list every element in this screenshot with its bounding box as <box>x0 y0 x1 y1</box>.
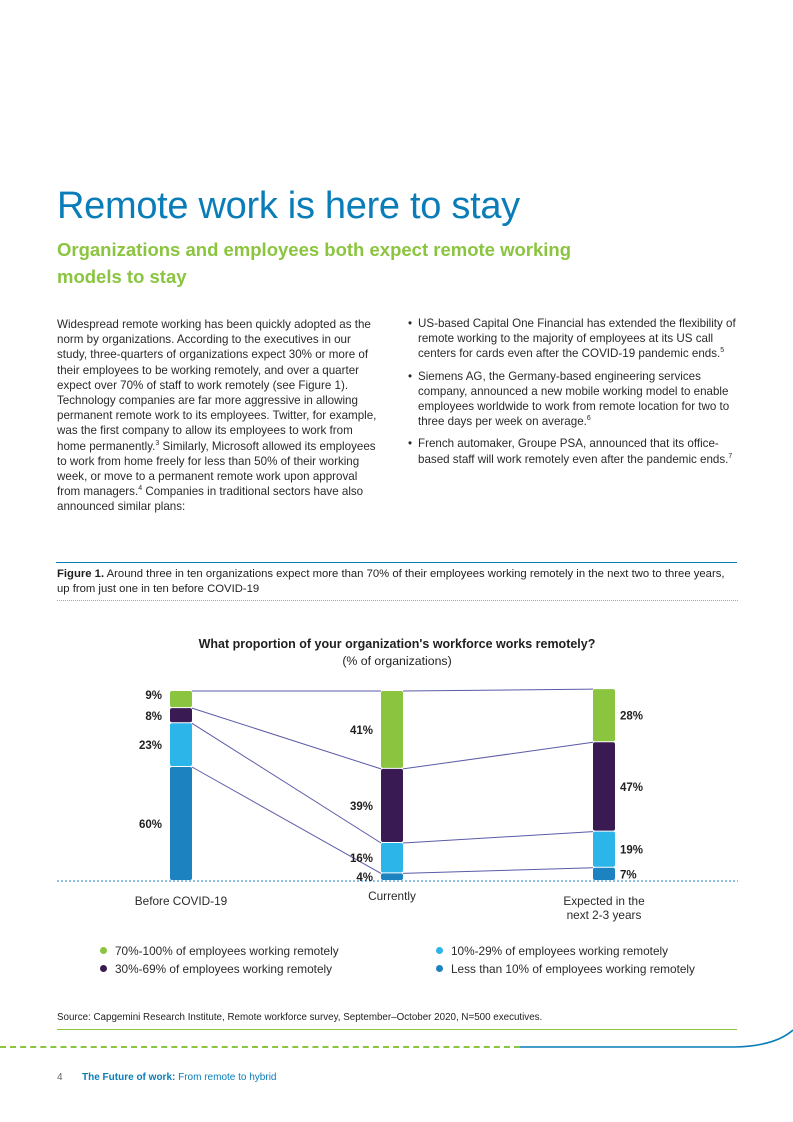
footer-title-rest: From remote to hybrid <box>175 1072 277 1083</box>
chart-title: What proportion of your organization's workforce works remotely? <box>198 637 596 651</box>
bar-segment-currently <box>381 843 403 872</box>
page-number: 4 <box>57 1072 63 1083</box>
figure-dotted-rule <box>57 600 738 601</box>
value-label: 41% <box>349 724 373 737</box>
value-label: 60% <box>138 819 162 831</box>
bar-segment-before-covid-19 <box>170 691 192 707</box>
value-label: 9% <box>145 690 162 702</box>
bar-segment-expected-in-the-next-2-3-years <box>593 742 615 830</box>
bullet-capital-one <box>408 316 738 362</box>
legend-swatch <box>100 965 107 972</box>
footnote-ref-7: 7 <box>728 452 733 460</box>
legend-label: 10%-29% of employees working remotely <box>451 944 669 958</box>
value-label: 47% <box>620 781 644 794</box>
footer-title <box>82 1072 277 1083</box>
footer-curve <box>520 1020 793 1052</box>
bar-segment-expected-in-the-next-2-3-years <box>593 832 615 867</box>
figure-label: Figure 1. <box>57 568 105 580</box>
source-note: Source: Capgemini Research Institute, Remote workforce survey, September–October 2020, N=500 executives. <box>57 1012 543 1023</box>
bar-segment-expected-in-the-next-2-3-years <box>593 689 615 741</box>
legend-item-30-69 <box>100 962 332 976</box>
bar-segment-currently <box>381 691 403 768</box>
category-label: Currently <box>368 889 416 903</box>
intro-paragraph <box>57 317 379 515</box>
footer-dashed-rule <box>0 1046 520 1048</box>
value-label: 19% <box>620 844 644 857</box>
legend-label: 70%-100% of employees working remotely <box>115 944 339 958</box>
bar-segment-expected-in-the-next-2-3-years <box>593 868 615 880</box>
value-label: 16% <box>349 853 373 866</box>
chart-subtitle: (% of organizations) <box>342 654 452 668</box>
bullet-text: Siemens AG, the Germany-based engineering services company, announced a new mobile working model to enable employees worldwide to work from remote location for two to three days per week on average. <box>418 369 730 429</box>
figure-top-rule <box>56 562 737 563</box>
legend-swatch <box>436 947 443 954</box>
legend-swatch <box>436 965 443 972</box>
bullet-text: US-based Capital One Financial has extended the flexibility of remote working to the majority of employees at its US call centers for cards even after the COVID-19 pandemic ends. <box>418 317 736 361</box>
legend-label: 30%-69% of employees working remotely <box>115 962 333 976</box>
bar-segment-currently <box>381 873 403 880</box>
bar-segment-before-covid-19 <box>170 708 192 722</box>
legend-item-10-29 <box>436 944 668 958</box>
intro-text-2: Similarly, Microsoft allowed its employees to work from home freely for less than 50% of their working week, or move to a permanent remote work upon approval from managers. <box>57 439 376 499</box>
legend-item-70-100 <box>100 944 339 958</box>
value-label: 23% <box>138 740 162 753</box>
category-label: Before COVID-19 <box>134 894 228 908</box>
value-label: 28% <box>620 710 644 723</box>
intro-text-1: Widespread remote working has been quickly adopted as the norm by organizations. According to the executives in our study, three-quarters of organizations expect 30% or more of their employees to be working remotely, and over a quarter expect over 70% of staff to work remotely (see Figure 1). Technology companies are far more aggressive in allowing permanent remote work to its employees. Twitter, for example, was the first company to allow its employees to work from home permanently. <box>57 318 377 453</box>
page-title: Remote work is here to stay <box>57 185 520 227</box>
intro-text-3: Companies in traditional sectors have also announced similar plans: <box>57 485 364 514</box>
category-label: next 2-3 years <box>566 908 642 922</box>
figure-caption-text: Around three in ten organizations expect more than 70% of their employees working remotely in the next two to three years, up from just one in ten before COVID-19 <box>57 568 725 595</box>
connector-line <box>403 832 593 843</box>
page-subtitle: Organizations and employees both expect remote working models to stay <box>57 239 571 287</box>
stacked-bar-chart <box>0 670 793 942</box>
bullet-siemens <box>408 369 738 430</box>
connector-line <box>403 689 593 691</box>
examples-bullet-list <box>408 316 738 474</box>
category-label: Expected in the <box>563 894 645 908</box>
bullet-groupe-psa <box>408 436 738 466</box>
connector-line <box>403 868 593 874</box>
footer-title-bold: The Future of work: <box>82 1072 176 1083</box>
value-label: 39% <box>349 800 373 813</box>
value-label: 4% <box>356 872 373 885</box>
figure-caption <box>57 567 737 596</box>
value-label: 7% <box>620 869 637 882</box>
bullet-text: French automaker, Groupe PSA, announced that its office-based staff will work remotely even after the pandemic ends. <box>418 437 729 466</box>
footnote-ref-4: 4 <box>138 485 143 493</box>
bar-segment-before-covid-19 <box>170 723 192 766</box>
footnote-ref-3: 3 <box>155 439 160 447</box>
legend-swatch <box>100 947 107 954</box>
legend-item-under-10 <box>436 962 695 976</box>
footnote-ref-6: 6 <box>586 415 591 423</box>
value-label: 8% <box>145 711 162 724</box>
connector-line <box>192 708 381 769</box>
bar-segment-before-covid-19 <box>170 767 192 880</box>
bar-segment-currently <box>381 769 403 842</box>
connector-line <box>403 742 593 769</box>
footnote-ref-5: 5 <box>720 347 725 355</box>
legend-label: Less than 10% of employees working remotely <box>451 962 695 976</box>
